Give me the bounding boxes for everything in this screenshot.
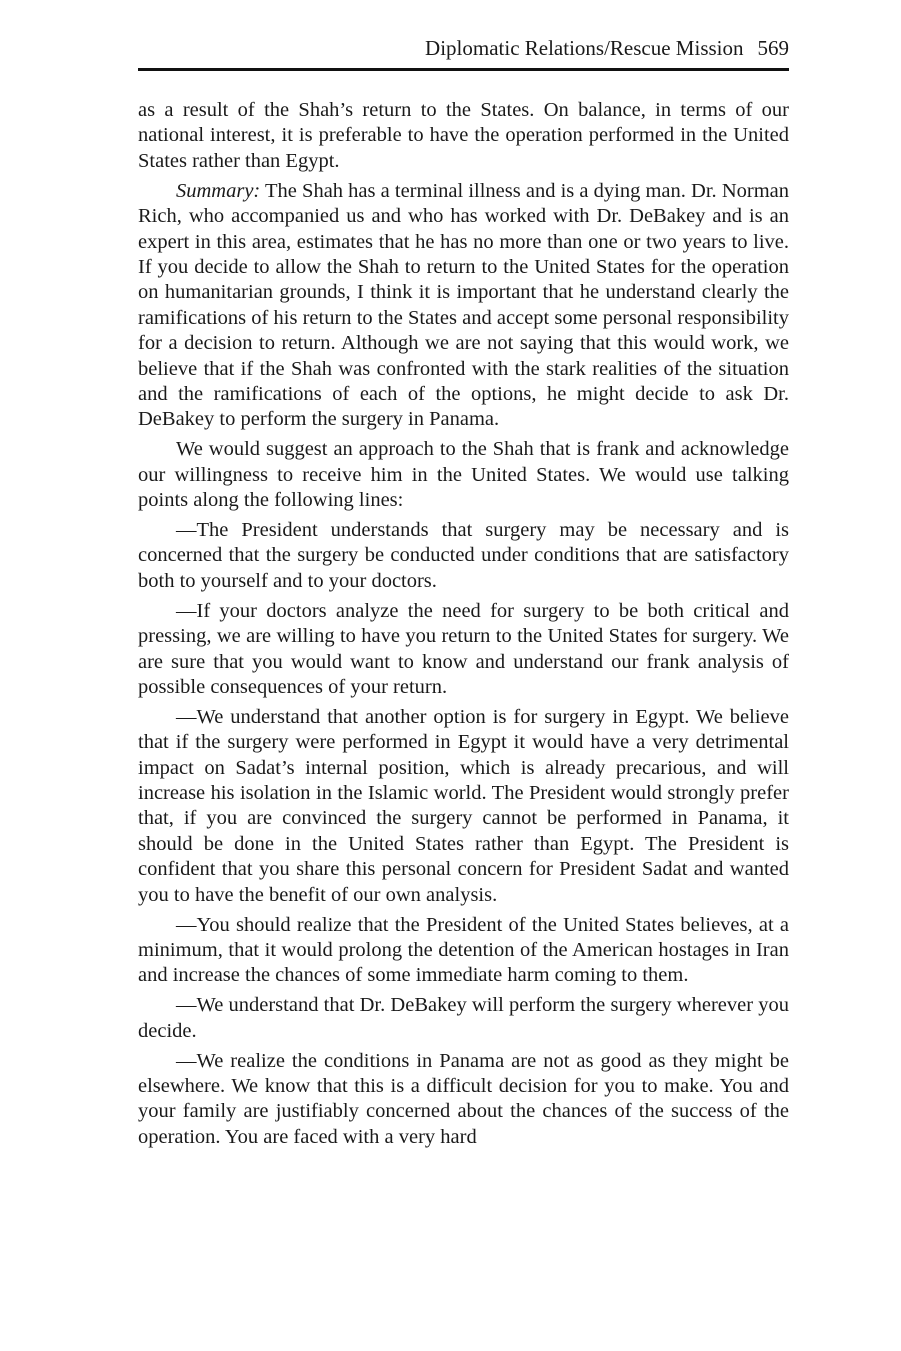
- paragraph-1: [138, 98, 789, 174]
- talking-point-1-text: —The President understands that surgery may be necessary and is concerned that the surgery be conducted under conditions that are satisfactory both to yourself and to your doctors.: [138, 519, 789, 592]
- paragraph-3-text: We would suggest an approach to the Shah that is frank and acknowledge our willingness to receive him in the United States. We would use talking points along the following lines:: [138, 438, 789, 512]
- body-text: [138, 98, 789, 1155]
- talking-point-6-text: —We realize the conditions in Panama are not as good as they might be elsewhere. We know that this is a difficult decision for you to make. You and your family are justifiably concerned about the chances of the success of the operation. You are faced with a very hard: [138, 1049, 789, 1148]
- running-title: Diplomatic Relations/Rescue Mission: [425, 36, 744, 60]
- summary-label: Summary:: [176, 179, 261, 202]
- header-rule: [138, 68, 789, 71]
- talking-point-3: [138, 705, 789, 908]
- talking-point-5-text: —We understand that Dr. DeBakey will perform the surgery wherever you decide.: [138, 994, 789, 1042]
- talking-point-5: [138, 993, 789, 1044]
- page-number: 569: [757, 36, 789, 60]
- paragraph-2-text: The Shah has a terminal illness and is a dying man. Dr. Norman Rich, who accompanied us and who has worked with Dr. DeBakey and is an expert in this area, estimates that he has no more than one or two years to live. If you decide to allow the Shah to return to the United States for the operation on humanitarian grounds, I think it is important that he understand clearly the ramifications of his return to the States and accept some personal responsibility for a decision to return. Although we are not saying that this would work, we believe that if the Shah was confronted with the stark realities of the situation and the ramifications of each of the options, he might decide to ask Dr. DeBakey to perform the surgery in Panama.: [138, 179, 789, 431]
- paragraph-3: [138, 437, 789, 513]
- talking-point-2: [138, 599, 789, 701]
- paragraph-1-text: as a result of the Shah’s return to the States. On balance, in terms of our national interest, it is preferable to have the operation performed in the United States rather than Egypt.: [138, 99, 789, 172]
- paragraph-2: [138, 179, 789, 433]
- talking-point-4-text: —You should realize that the President of the United States believes, at a minimum, that it would prolong the detention of the American hostages in Iran and increase the chances of some immediate harm coming to them.: [138, 913, 789, 987]
- talking-point-2-text: —If your doctors analyze the need for surgery to be both critical and pressing, we are willing to have you return to the United States for surgery. We are sure that you would want to know and understand our frank analysis of possible consequences of your return.: [138, 599, 789, 698]
- talking-point-1: [138, 518, 789, 594]
- talking-point-6: [138, 1049, 789, 1151]
- talking-point-4: [138, 913, 789, 989]
- talking-point-3-text: —We understand that another option is for surgery in Egypt. We believe that if the surgery were performed in Egypt it would have a very detrimental impact on Sadat’s internal position, which is already precarious, and will increase his isolation in the Islamic world. The President would strongly prefer that, if you are convinced the surgery cannot be performed in Panama, it should be done in the United States rather than Egypt. The President is confident that you share this personal concern for President Sadat and wanted you to have the benefit of our own analysis.: [138, 705, 789, 906]
- running-head: [138, 36, 789, 61]
